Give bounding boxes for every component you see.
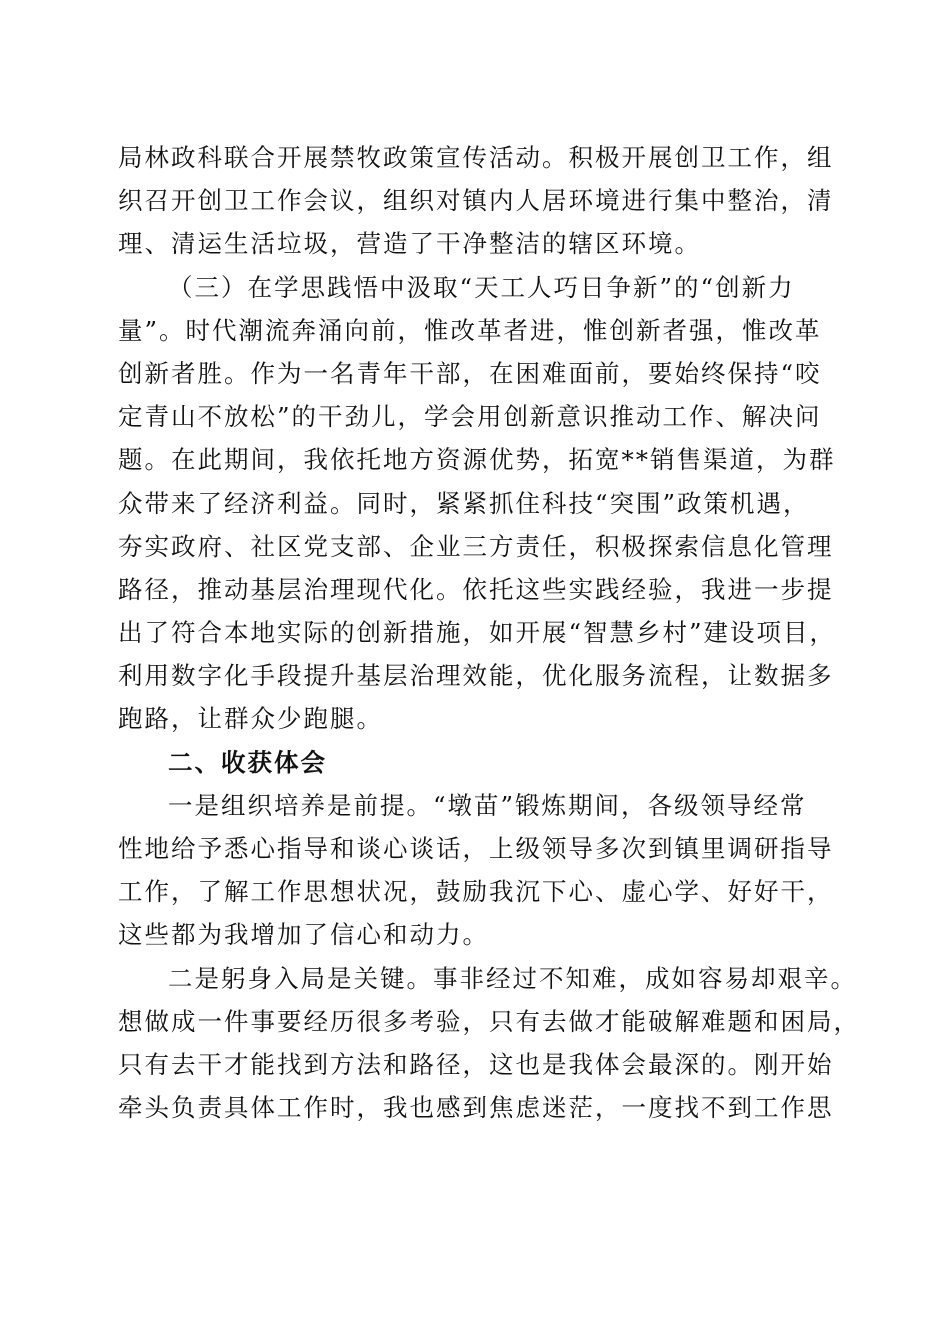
body-line: 出了符合本地实际的创新措施，如开展“智慧乡村”建设项目， (118, 618, 837, 648)
body-line: 局林政科联合开展禁牧政策宣传活动。积极开展创卫工作，组 (118, 143, 834, 172)
body-line: 夯实政府、社区党支部、企业三方责任，积极探索信息化管理 (118, 531, 834, 561)
paragraph-first-line: 二是躬身入局是关键。事非经过不知难，成如容易却艰辛。 (168, 963, 857, 993)
body-line: 跑路，让群众少跑腿。 (118, 704, 383, 734)
body-line: 只有去干才能找到方法和路径，这也是我体会最深的。刚开始 (118, 1049, 834, 1079)
body-line: 定青山不放松”的干劲儿，学会用创新意识推动工作、解决问 (118, 402, 822, 432)
body-line: 题。在此期间，我依托地方资源优势，拓宽**销售渠道，为群 (118, 445, 836, 475)
document-body (118, 136, 860, 1129)
paragraph-first-line: 一是组织培养是前提。“墩苗”锻炼期间，各级领导经常 (168, 790, 807, 820)
body-line: 利用数字化手段提升基层治理效能，优化服务流程，让数据多 (118, 661, 834, 691)
body-line: 这些都为我增加了信心和动力。 (118, 920, 489, 950)
body-line: 想做成一件事要经历很多考验，只有去做才能破解难题和困局， (118, 1006, 860, 1036)
body-line: 众带来了经济利益。同时，紧紧抓住科技“突围”政策机遇， (118, 488, 810, 518)
section-title-line: （三）在学思践悟中汲取“天工人巧日争新”的“创新力 (168, 272, 795, 302)
body-line: 牵头负责具体工作时，我也感到焦虑迷茫，一度找不到工作思 (118, 1093, 834, 1123)
body-line: 理、清运生活垃圾，营造了干净整洁的辖区环境。 (118, 229, 701, 259)
body-line: 路径，推动基层治理现代化。依托这些实践经验，我进一步提 (118, 574, 834, 604)
body-line: 量”。时代潮流奔涌向前，惟改革者进，惟创新者强，惟改革 (118, 315, 822, 345)
section-heading: 二、收获体会 (168, 747, 327, 777)
body-line: 织召开创卫工作会议，组织对镇内人居环境进行集中整治，清 (118, 186, 834, 216)
body-line: 工作，了解工作思想状况，鼓励我沉下心、虚心学、好好干， (118, 877, 834, 907)
body-line: 创新者胜。作为一名青年干部，在困难面前，要始终保持“咬 (118, 358, 822, 388)
body-line: 性地给予悉心指导和谈心谈话，上级领导多次到镇里调研指导 (118, 834, 834, 863)
